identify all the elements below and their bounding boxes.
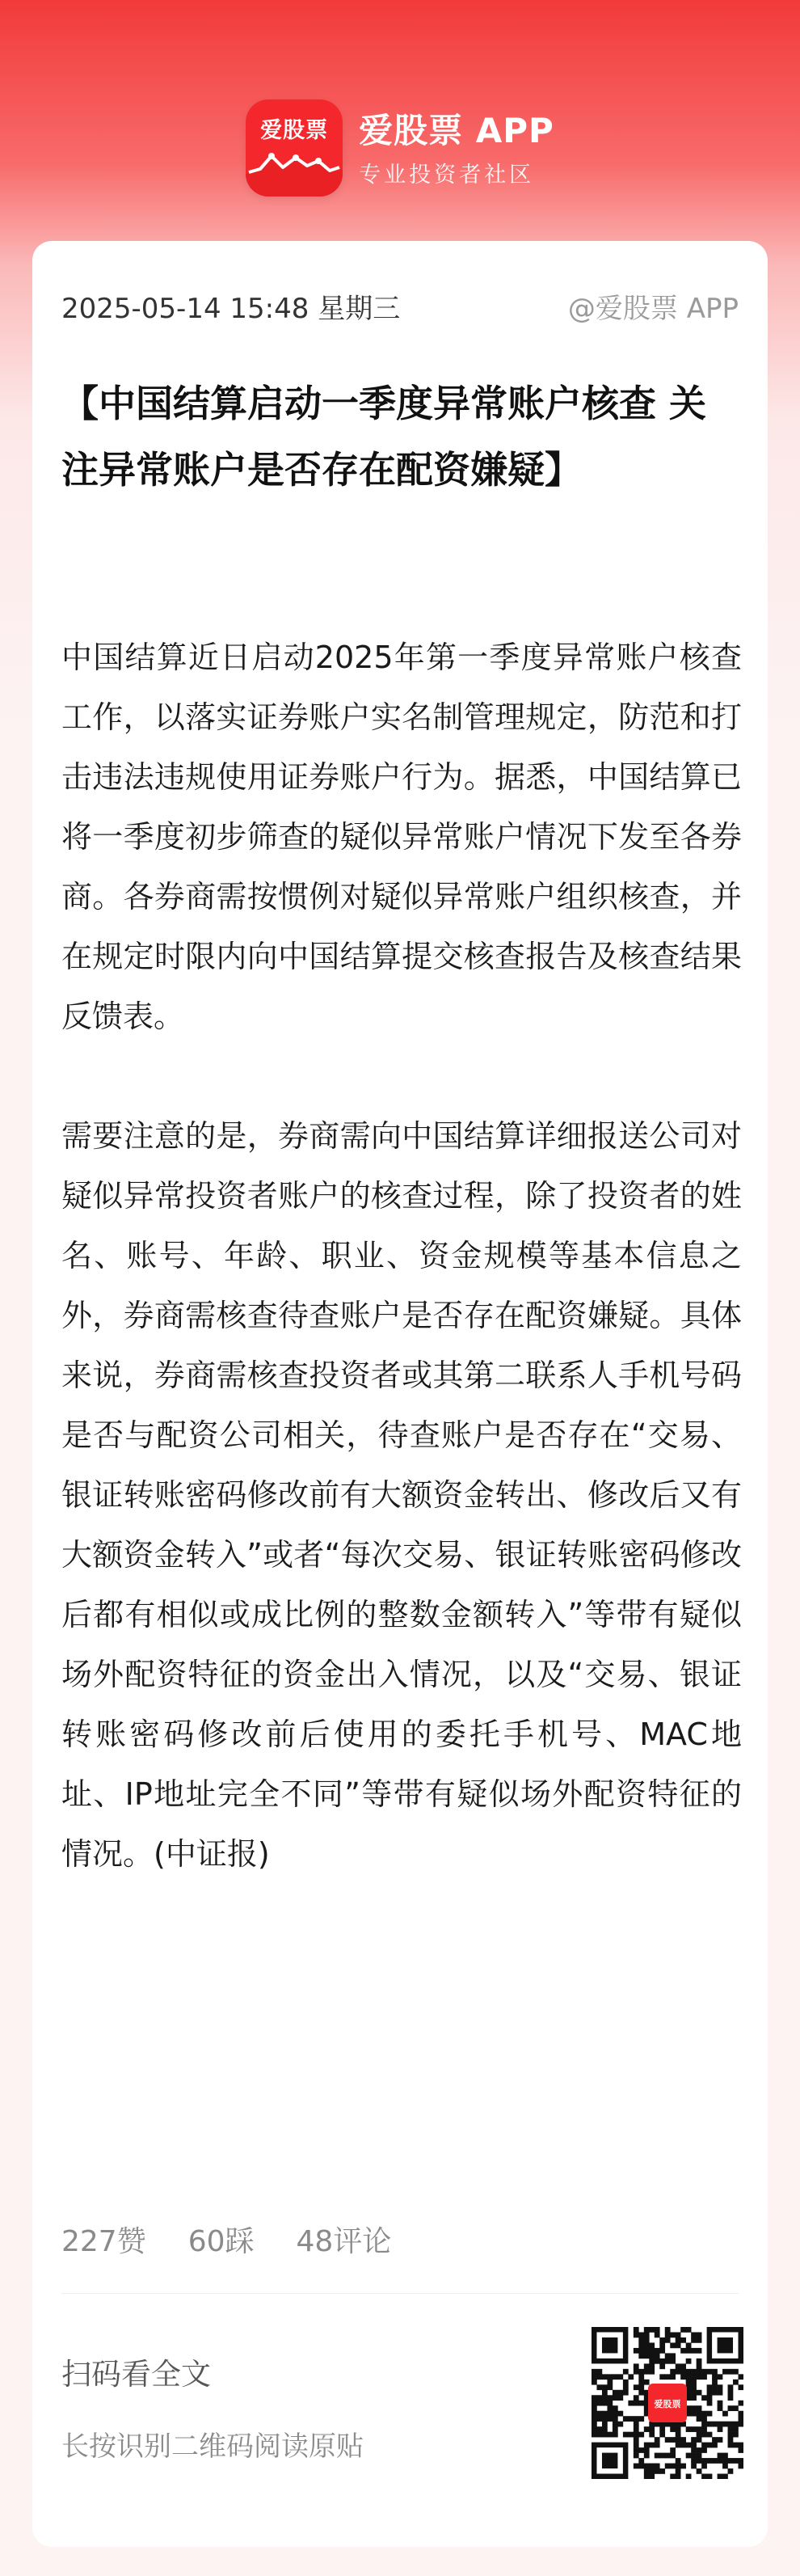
app-header xyxy=(0,87,800,209)
likes-count[interactable]: 227赞 xyxy=(61,2225,146,2258)
post-source[interactable]: @爱股票 APP xyxy=(567,293,739,325)
stock-chart-icon xyxy=(246,141,343,196)
logo-text: 爱股票 xyxy=(260,118,329,143)
article-card xyxy=(32,241,768,2547)
article-meta xyxy=(61,286,739,326)
engagement-stats xyxy=(61,2219,433,2260)
scan-subtitle: 长按识别二维码阅读原贴 xyxy=(61,2430,364,2463)
app-name: 爱股票 APP xyxy=(359,110,554,150)
article-paragraph: 中国结算近日启动2025年第一季度异常账户核查工作，以落实证券账户实名制管理规定，防范和打击违法违规使用证券账户行为。据悉，中国结算已将一季度初步筛查的疑似异常账户情况下发至各券商。各券商需按惯例对疑似异常账户组织核查，并在规定时限内向中国结算提交核查报告及核查结果反馈表。 xyxy=(61,640,742,1034)
article-title: 【中国结算启动一季度异常账户核查 关注异常账户是否存在配资嫌疑】 xyxy=(61,382,707,492)
brand-block xyxy=(359,108,554,188)
comments-count[interactable]: 48评论 xyxy=(296,2225,392,2258)
article-paragraph: 需要注意的是，券商需向中国结算详细报送公司对疑似异常投资者账户的核查过程，除了投资者的姓名、账号、年龄、职业、资金规模等基本信息之外，券商需核查待查账户是否存在配资嫌疑。具体来说，券商需核查投资者或其第二联系人手机号码是否与配资公司相关，待查账户是否存在“交易、银证转账密码修改前有大额资金转出、修改后又有大额资金转入”或者“每次交易、银证转账密码修改后都有相似或成比例的整数金额转入”等带有疑似场外配资特征的资金出入情况，以及“交易、银证转账密码修改前后使用的委托手机号、MAC地址、IP地址完全不同”等带有疑似场外配资特征的情况。(中证报) xyxy=(61,1118,742,1872)
qr-logo-text: 爱股票 xyxy=(654,2399,681,2409)
app-logo xyxy=(246,99,343,196)
post-datetime: 2025-05-14 15:48 星期三 xyxy=(61,293,401,325)
divider xyxy=(61,2293,739,2294)
dislikes-count[interactable]: 60踩 xyxy=(187,2225,255,2258)
qr-code-icon xyxy=(592,2327,743,2479)
app-tagline: 专业投资者社区 xyxy=(359,162,535,188)
qr-code[interactable] xyxy=(592,2327,743,2479)
article-body xyxy=(61,627,742,1884)
scan-title: 扫码看全文 xyxy=(61,2357,211,2392)
